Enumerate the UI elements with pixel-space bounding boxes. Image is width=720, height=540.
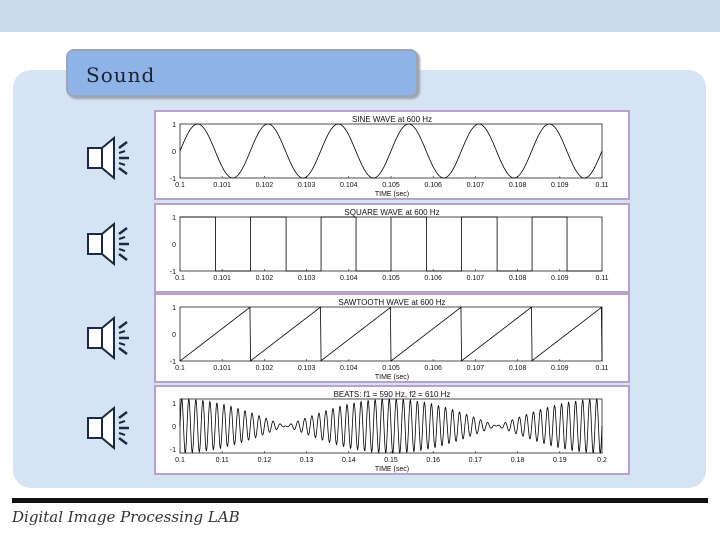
x-tick-label: 0.12: [257, 457, 272, 464]
x-tick-label: 0.2: [597, 457, 607, 464]
y-tick-label: 0: [172, 332, 176, 339]
plot-title: BEATS: f1 = 590 Hz, f2 = 610 Hz: [333, 390, 451, 399]
y-tick-label: 0: [172, 149, 176, 156]
sawtooth-wave-svg: [156, 295, 628, 381]
x-tick-label: 0.105: [382, 275, 400, 282]
x-tick-label: 0.1: [175, 275, 185, 282]
waveform-trace: [180, 399, 602, 453]
plot-title: SQUARE WAVE at 600 Hz: [344, 208, 440, 217]
x-tick-label: 0.107: [466, 365, 485, 372]
x-tick-label: 0.104: [340, 182, 358, 189]
x-axis-label: TIME (sec): [374, 191, 410, 198]
y-tick-label: -1: [169, 269, 176, 276]
beats-svg: [156, 387, 628, 473]
y-tick-label: -1: [169, 447, 176, 454]
plot-title: SAWTOOTH WAVE at 600 Hz: [338, 298, 446, 307]
x-tick-label: 0.1: [175, 365, 185, 372]
x-tick-label: 0.108: [508, 275, 527, 282]
x-tick-label: 0.109: [551, 275, 569, 282]
x-tick-label: 0.14: [341, 457, 356, 464]
x-tick-label: 0.104: [340, 365, 358, 372]
top-bar: [0, 0, 720, 32]
x-tick-label: 0.102: [255, 275, 274, 282]
x-tick-label: 0.104: [340, 275, 358, 282]
x-tick-label: 0.101: [213, 182, 231, 189]
x-tick-label: 0.103: [297, 365, 316, 372]
y-tick-label: -1: [169, 359, 176, 366]
y-tick-label: 1: [172, 215, 176, 222]
x-tick-label: 0.13: [299, 457, 314, 464]
x-tick-label: 0.103: [297, 275, 316, 282]
waveform-trace: [180, 217, 602, 271]
sine-wave-plot: [154, 110, 630, 200]
x-tick-label: 0.109: [551, 182, 569, 189]
x-axis-label: TIME (sec): [374, 374, 410, 381]
square-wave-svg: [156, 205, 628, 291]
x-tick-label: 0.108: [508, 182, 527, 189]
plot-title: SINE WAVE at 600 Hz: [351, 115, 433, 124]
waveform-trace: [180, 124, 602, 178]
y-tick-label: 0: [172, 424, 176, 431]
x-tick-label: 0.105: [382, 182, 400, 189]
y-tick-label: 1: [172, 401, 176, 408]
y-tick-label: 1: [172, 122, 176, 129]
y-tick-label: 1: [172, 305, 176, 312]
x-tick-label: 0.11: [595, 182, 609, 189]
x-tick-label: 0.106: [424, 365, 442, 372]
footer-divider: [12, 498, 708, 503]
x-tick-label: 0.102: [255, 182, 274, 189]
y-tick-label: -1: [169, 176, 176, 183]
title-box: [66, 49, 418, 97]
x-tick-label: 0.107: [466, 275, 485, 282]
x-tick-label: 0.1: [175, 457, 185, 464]
x-tick-label: 0.17: [468, 457, 483, 464]
x-tick-label: 0.107: [466, 182, 485, 189]
x-tick-label: 0.102: [255, 365, 274, 372]
sine-wave-svg: [156, 112, 628, 198]
x-tick-label: 0.18: [510, 457, 525, 464]
x-tick-label: 0.15: [384, 457, 398, 464]
x-tick-label: 0.11: [595, 365, 609, 372]
x-tick-label: 0.16: [426, 457, 441, 464]
speaker-icon[interactable]: [86, 220, 134, 268]
y-tick-label: 0: [172, 242, 176, 249]
speaker-icon[interactable]: [86, 404, 134, 452]
x-tick-label: 0.19: [552, 457, 567, 464]
speaker-icon[interactable]: [86, 314, 134, 362]
x-tick-label: 0.101: [213, 365, 231, 372]
footer-caption: Digital Image Processing LAB: [12, 508, 240, 526]
x-tick-label: 0.105: [382, 365, 400, 372]
x-tick-label: 0.106: [424, 275, 442, 282]
beats-plot: [154, 385, 630, 475]
x-tick-label: 0.1: [175, 182, 185, 189]
x-tick-label: 0.108: [508, 365, 527, 372]
sawtooth-wave-plot: [154, 293, 630, 383]
x-axis-label: TIME (sec): [374, 466, 410, 473]
slide-title: Sound: [86, 63, 156, 87]
square-wave-plot: [154, 203, 630, 293]
x-tick-label: 0.11: [595, 275, 609, 282]
x-tick-label: 0.106: [424, 182, 442, 189]
x-tick-label: 0.101: [213, 275, 231, 282]
waveform-trace: [180, 307, 602, 361]
x-tick-label: 0.103: [297, 182, 316, 189]
speaker-icon[interactable]: [86, 134, 134, 182]
x-tick-label: 0.11: [215, 457, 229, 464]
x-tick-label: 0.109: [551, 365, 569, 372]
